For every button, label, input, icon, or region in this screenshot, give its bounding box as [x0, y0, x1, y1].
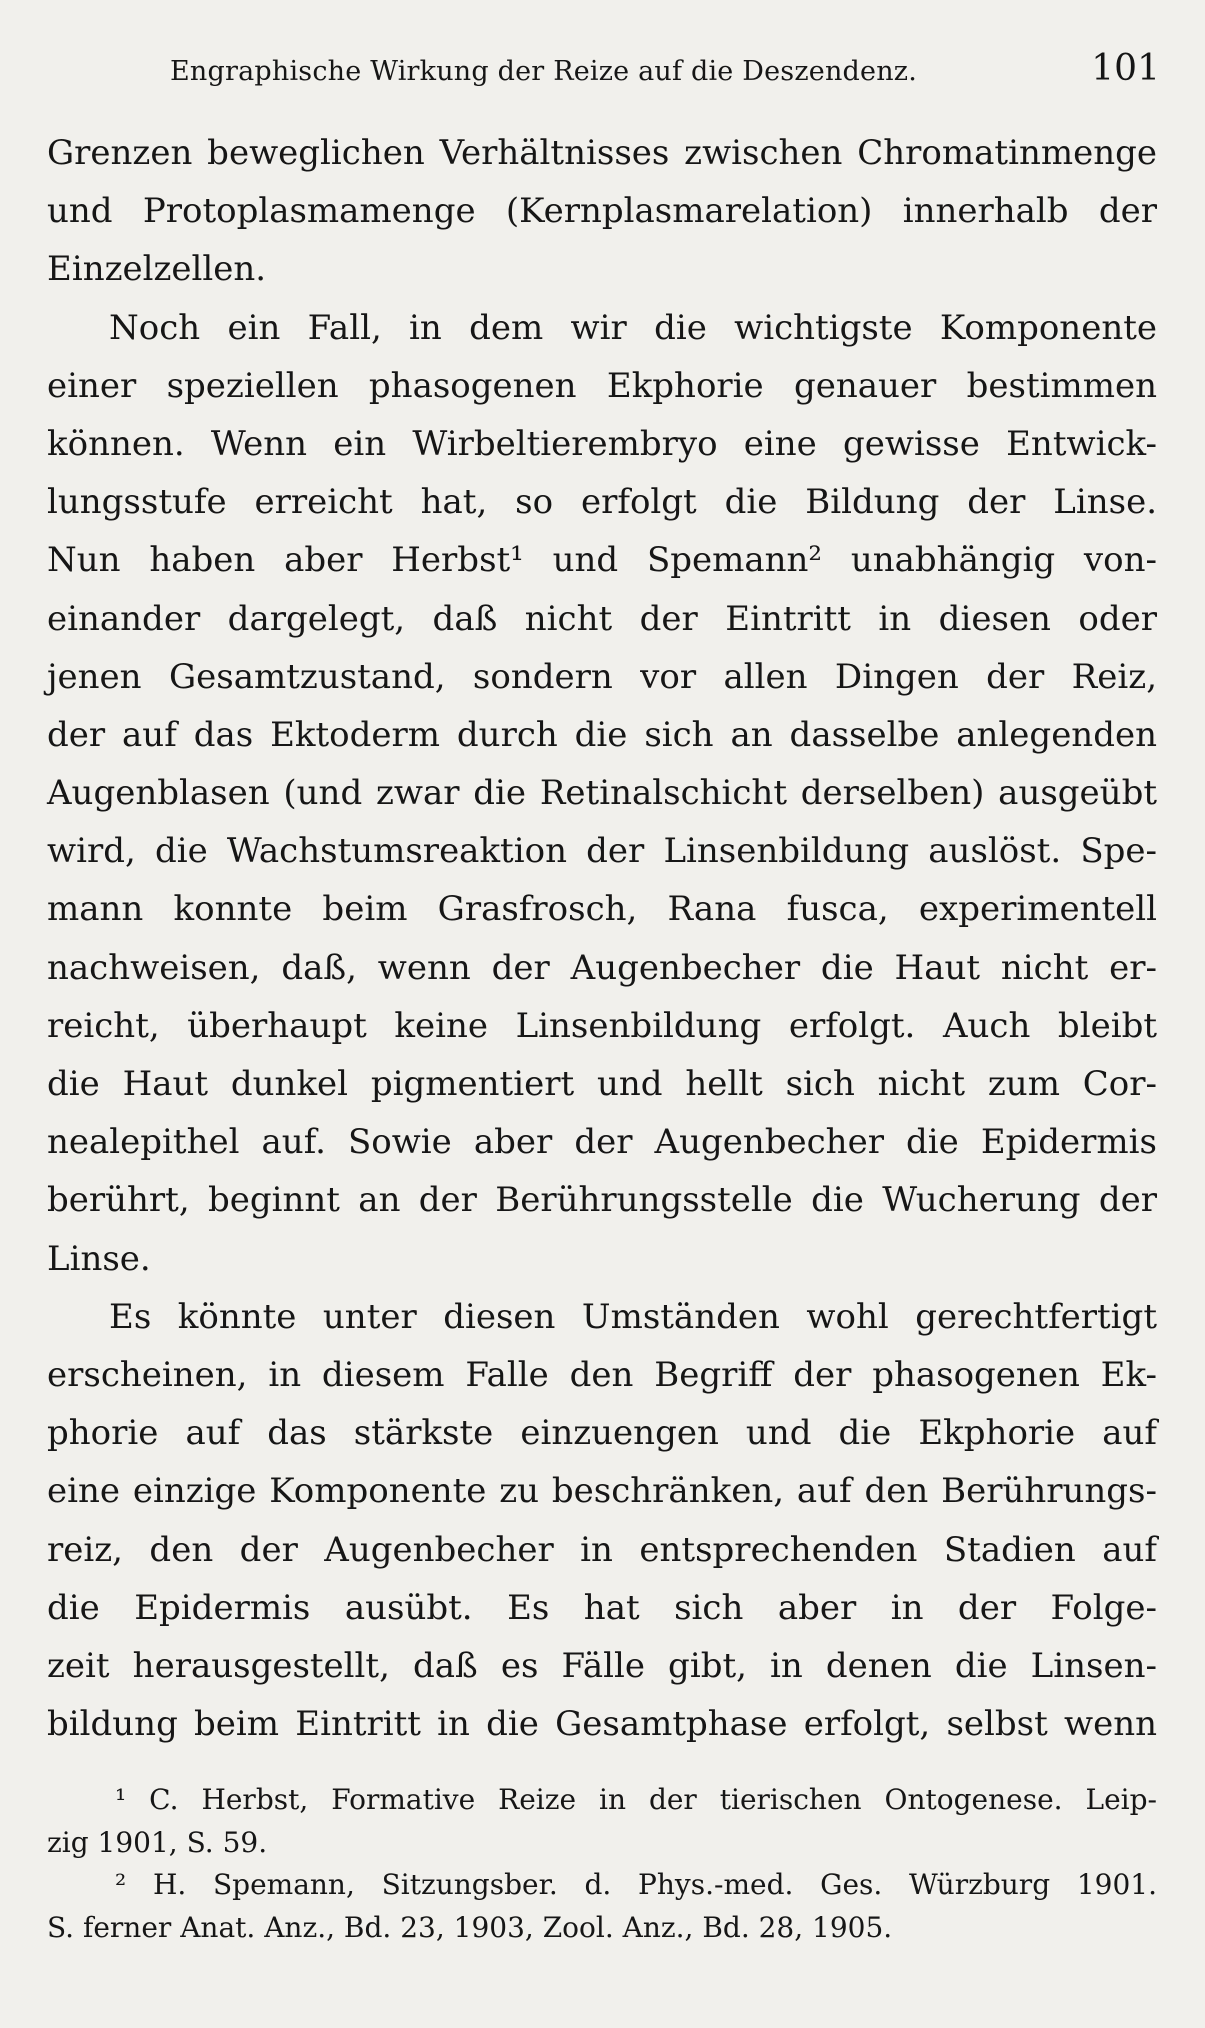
- footnotes: [47, 1779, 1157, 1949]
- running-title: Engraphische Wirkung der Reize auf die Deszendenz.: [170, 56, 918, 87]
- text-line: eine einzige Komponente zu beschränken, auf den Berührungs-: [47, 1471, 1157, 1512]
- text-line: und Protoplasmamenge (Kernplasmarelation) innerhalb der: [47, 191, 1157, 232]
- text-line: reicht, überhaupt keine Linsenbildung erfolgt. Auch bleibt: [47, 1005, 1157, 1046]
- text-line: Einzelzellen.: [47, 249, 267, 290]
- running-head: [170, 48, 1160, 98]
- text-line: Linse.: [47, 1238, 151, 1279]
- text-line: phorie auf das stärkste einzuengen und die Ekphorie auf: [47, 1413, 1157, 1454]
- text-line: einander dargelegt, daß nicht der Eintritt in diesen oder: [47, 598, 1157, 639]
- text-line: können. Wenn ein Wirbeltierembryo eine gewisse Entwick-: [47, 423, 1157, 464]
- footnote-line: S. ferner Anat. Anz., Bd. 23, 1903, Zool. Anz., Bd. 28, 1905.: [47, 1910, 893, 1944]
- text-line: Nun haben aber Herbst¹ und Spemann² unabhängig von-: [47, 540, 1157, 581]
- footnote-line: ² H. Spemann, Sitzungsber. d. Phys.-med. Ges. Würzburg 1901.: [115, 1868, 1157, 1901]
- footnote-line: ¹ C. Herbst, Formative Reize in der tierischen Ontogenese. Leip-: [115, 1783, 1157, 1816]
- text-line: die Haut dunkel pigmentiert und hellt sich nicht zum Cor-: [47, 1064, 1157, 1104]
- paragraph-start-line: Noch ein Fall, in dem wir die wichtigste Komponente: [109, 307, 1157, 348]
- footnote-line: zig 1901, S. 59.: [47, 1825, 268, 1859]
- text-line: reiz, den der Augenbecher in entsprechenden Stadien auf: [47, 1529, 1157, 1570]
- text-line: Augenblasen (und zwar die Retinalschicht derselben) ausgeübt: [47, 773, 1157, 814]
- text-line: zeit herausgestellt, daß es Fälle gibt, in denen die Linsen-: [47, 1645, 1157, 1686]
- text-line: der auf das Ektoderm durch die sich an dasselbe anlegenden: [47, 714, 1157, 755]
- text-line: erscheinen, in diesem Falle den Begriff der phasogenen Ek-: [47, 1354, 1157, 1395]
- text-line: lungsstufe erreicht hat, so erfolgt die Bildung der Linse.: [47, 482, 1157, 523]
- page-number: 101: [1091, 48, 1160, 89]
- text-line: bildung beim Eintritt in die Gesamtphase erfolgt, selbst wenn: [47, 1704, 1157, 1745]
- text-line: Grenzen beweglichen Verhältnisses zwischen Chromatinmenge: [47, 133, 1157, 173]
- text-line: wird, die Wachstumsreaktion der Linsenbildung auslöst. Spe-: [47, 831, 1157, 872]
- body-text: [47, 124, 1157, 1753]
- text-line: nealepithel auf. Sowie aber der Augenbecher die Epidermis: [47, 1122, 1157, 1163]
- text-line: die Epidermis ausübt. Es hat sich aber in der Folge-: [47, 1587, 1157, 1628]
- text-line: einer speziellen phasogenen Ekphorie genauer bestimmen: [47, 365, 1157, 406]
- text-line: berührt, beginnt an der Berührungsstelle die Wucherung der: [47, 1180, 1157, 1221]
- paragraph-start-line: Es könnte unter diesen Umständen wohl gerechtfertigt: [109, 1296, 1157, 1337]
- text-line: mann konnte beim Grasfrosch, Rana fusca, experimentell: [47, 889, 1157, 930]
- text-line: jenen Gesamtzustand, sondern vor allen Dingen der Reiz,: [47, 656, 1157, 697]
- text-line: nachweisen, daß, wenn der Augenbecher die Haut nicht er-: [47, 947, 1157, 988]
